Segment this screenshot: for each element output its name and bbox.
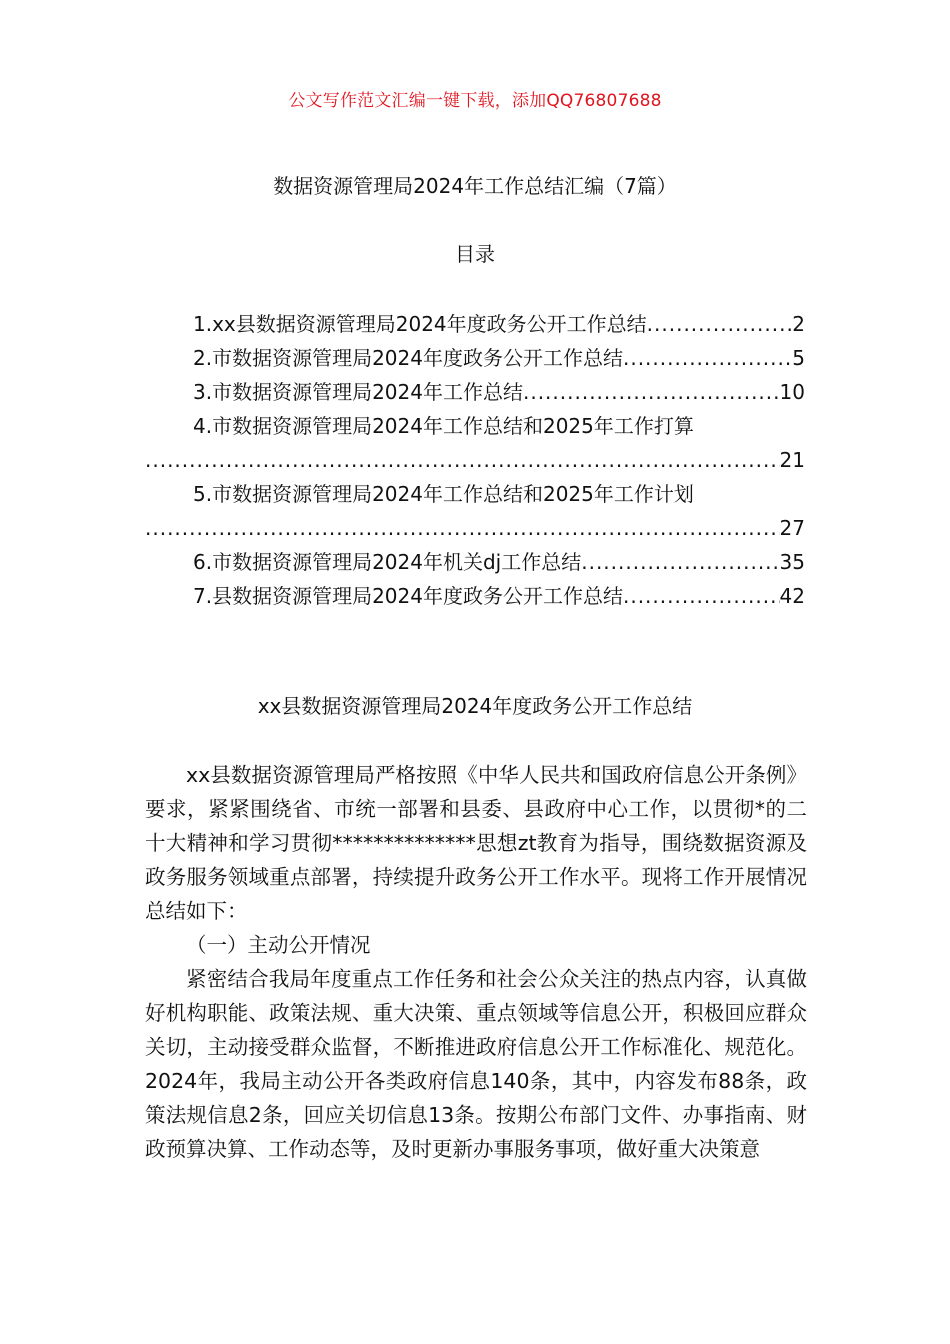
promo-banner: 公文写作范文汇编一键下载，添加QQ76807688 xyxy=(288,91,662,111)
toc-entry-title: 2.市数据资源管理局2024年度政务公开工作总结 xyxy=(193,346,623,370)
toc-entry-title: 1.xx县数据资源管理局2024年度政务公开工作总结 xyxy=(193,312,647,336)
table-of-contents xyxy=(145,307,805,613)
toc-leader-dots xyxy=(581,545,779,579)
document-body xyxy=(145,758,807,1166)
toc-entry-title: 3.市数据资源管理局2024年工作总结 xyxy=(193,380,523,404)
toc-entry-title: 7.县数据资源管理局2024年度政务公开工作总结 xyxy=(193,584,623,608)
toc-entry-page: 5 xyxy=(792,346,805,370)
toc-leader-dots xyxy=(145,443,780,477)
toc-entry-title: 6.市数据资源管理局2024年机关dj工作总结 xyxy=(193,550,582,574)
toc-entry-4[interactable] xyxy=(145,409,805,443)
toc-entry-1[interactable] xyxy=(145,307,805,341)
toc-leader-dots xyxy=(523,375,780,409)
toc-leader-dots xyxy=(145,511,780,545)
toc-entry-title: 5.市数据资源管理局2024年工作总结和2025年工作计划 xyxy=(193,482,694,506)
body-paragraph: 紧密结合我局年度重点工作任务和社会公众关注的热点内容，认真做好机构职能、政策法规、重大决策、重点领域等信息公开，积极回应群众关切，主动接受群众监督，不断推进政府信息公开工作标准化、规范化。2024年，我局主动公开各类政府信息140条，其中，内容发布88条，政策法规信息2条，回应关切信息13条。按期公布部门文件、办事指南、财政预算决算、工作动态等，及时更新办事服务事项，做好重大决策意 xyxy=(145,967,807,1161)
toc-entry-5[interactable] xyxy=(145,477,805,511)
toc-entry-title: 4.市数据资源管理局2024年工作总结和2025年工作打算 xyxy=(193,414,694,438)
section-title: xx县数据资源管理局2024年度政务公开工作总结 xyxy=(257,694,693,718)
toc-entry-6[interactable] xyxy=(145,545,805,579)
toc-leader-dots xyxy=(623,341,792,375)
toc-entry-page: 10 xyxy=(779,380,805,404)
toc-entry-page: 2 xyxy=(792,312,805,336)
toc-entry-page: 35 xyxy=(779,550,805,574)
toc-entry-5-continuation[interactable] xyxy=(145,511,805,545)
intro-paragraph: xx县数据资源管理局严格按照《中华人民共和国政府信息公开条例》要求，紧紧围绕省、市统一部署和县委、县政府中心工作，以贯彻*的二十大精神和学习贯彻**************思想zt教育为指导，围绕数据资源及政务服务领域重点部署，持续提升政务公开工作水平。现将工作开展情况总结如下： xyxy=(145,763,807,923)
toc-leader-dots xyxy=(623,579,780,613)
toc-entry-4-continuation[interactable] xyxy=(145,443,805,477)
subheading: （一）主动公开情况 xyxy=(186,933,371,957)
toc-entry-page: 21 xyxy=(779,448,805,472)
toc-entry-7[interactable] xyxy=(145,579,805,613)
toc-entry-2[interactable] xyxy=(145,341,805,375)
toc-entry-page: 27 xyxy=(779,516,805,540)
document-title: 数据资源管理局2024年工作总结汇编（7篇） xyxy=(273,174,677,198)
toc-entry-page: 42 xyxy=(779,584,805,608)
toc-leader-dots xyxy=(647,307,793,341)
toc-entry-3[interactable] xyxy=(145,375,805,409)
toc-heading: 目录 xyxy=(455,242,495,266)
